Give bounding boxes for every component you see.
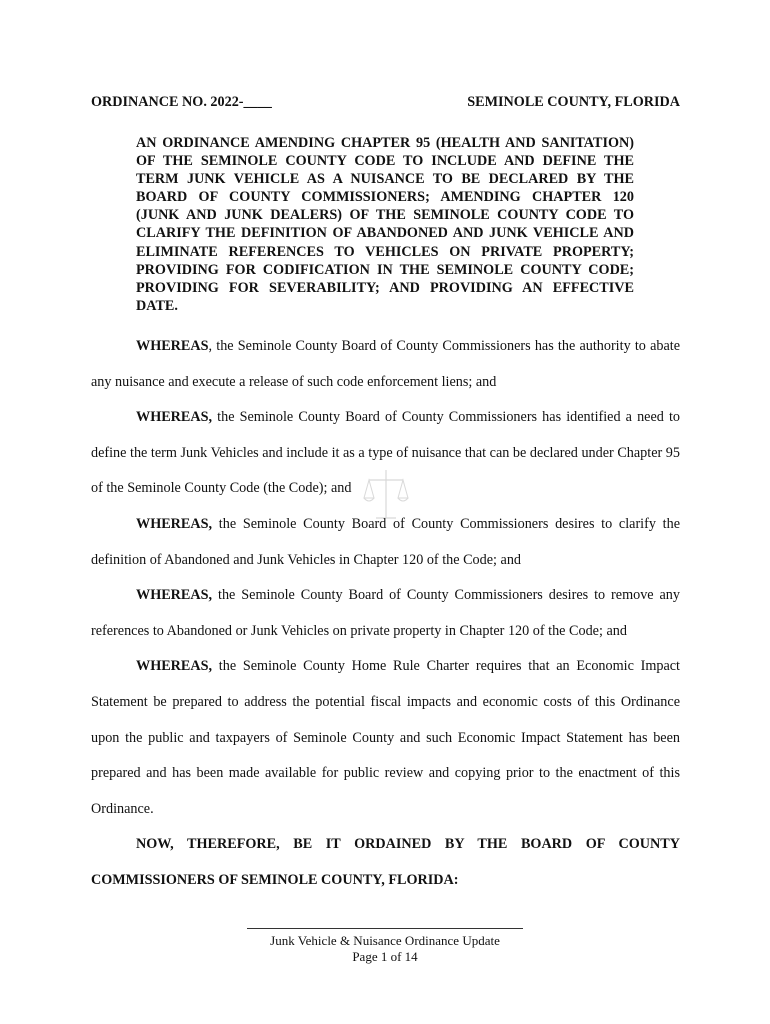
whereas-paragraph-4 — [91, 578, 680, 649]
scales-of-justice-watermark-icon — [363, 466, 409, 526]
whereas-lead: WHEREAS, — [136, 515, 213, 532]
paragraph-text: the Seminole County Board of County Commissioners desires to clarify the definition of Abandoned and Junk Vehicles in Chapter 120 of the Code; and — [91, 515, 680, 568]
document-body — [91, 329, 680, 899]
ordinance-title: AN ORDINANCE AMENDING CHAPTER 95 (HEALTH AND SANITATION) OF THE SEMINOLE COUNTY CODE TO INCLUDE AND DEFINE THE TERM JUNK VEHICLE AS A NUISANCE TO BE DECLARED BY THE BOARD OF COUNTY COMMISSIONERS; AMENDING CHAPTER 120 (JUNK AND JUNK DEALERS) OF THE SEMINOLE COUNTY CODE TO CLARIFY THE DEFINITION OF ABANDONED AND JUNK VEHICLE AND ELIMINATE REFERENCES TO VEHICLES ON PRIVATE PROPERTY; PROVIDING FOR CODIFICATION IN THE SEMINOLE COUNTY CODE; PROVIDING FOR SEVERABILITY; AND PROVIDING AN EFFECTIVE DATE. — [136, 135, 634, 314]
whereas-lead: WHEREAS, — [136, 658, 213, 675]
footer-title: Junk Vehicle & Nuisance Ordinance Update — [270, 933, 500, 948]
county-name: SEMINOLE COUNTY, FLORIDA — [467, 94, 680, 110]
ordaining-clause: NOW, THEREFORE, BE IT ORDAINED BY THE BOARD OF COUNTY COMMISSIONERS OF SEMINOLE COUNTY, FLORIDA: — [91, 836, 680, 888]
paragraph-text: the Seminole County Board of County Commissioners has identified a need to define the term Junk Vehicles and include it as a type of nuisance that can be declared under Chapter 95 of the Seminole County Code (the Code); and — [91, 409, 680, 497]
document-header — [91, 94, 680, 111]
page-footer — [245, 928, 525, 965]
footer-divider — [247, 928, 523, 929]
page-number: Page 1 of 14 — [352, 949, 418, 964]
paragraph-text: the Seminole County Home Rule Charter requires that an Economic Impact Statement be prepared to address the potential fiscal impacts and economic costs of this Ordinance upon the public and taxpayers of Seminole County and such Economic Impact Statement has been prepared and has been made available for public review and copying prior to the enactment of this Ordinance. — [91, 658, 680, 817]
whereas-paragraph-1 — [91, 329, 680, 400]
paragraph-text: , the Seminole County Board of County Commissioners has the authority to abate any nuisance and execute a release of such code enforcement liens; and — [91, 338, 680, 390]
whereas-lead: WHEREAS, — [136, 409, 213, 426]
ordinance-number: ORDINANCE NO. 2022-____ — [91, 94, 272, 110]
paragraph-text: the Seminole County Board of County Commissioners desires to remove any references to Abandoned or Junk Vehicles on private property in Chapter 120 of the Code; and — [91, 587, 680, 639]
whereas-lead: WHEREAS — [136, 338, 209, 354]
whereas-lead: WHEREAS, — [136, 587, 213, 604]
whereas-paragraph-5 — [91, 649, 680, 827]
